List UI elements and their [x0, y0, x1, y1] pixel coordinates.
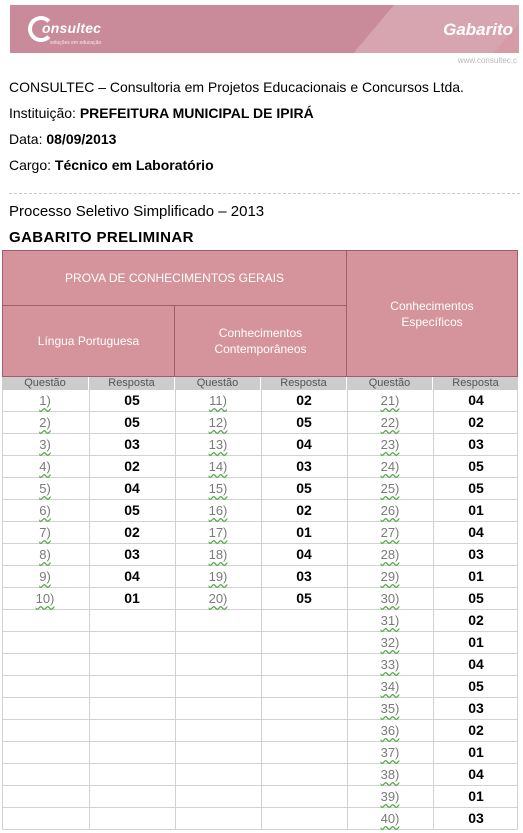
divider: [9, 193, 520, 194]
question-number-text: 21): [380, 393, 400, 408]
cargo-value: Técnico em Laboratório: [54, 157, 214, 173]
answer-value: 05: [468, 480, 484, 496]
question-number: [2, 588, 88, 610]
answer-value: 05: [124, 502, 140, 518]
question-number: [347, 544, 433, 566]
answer-value: 01: [468, 568, 484, 584]
question-number-text: 37): [380, 745, 400, 760]
question-number-text: 19): [208, 569, 228, 584]
question-number: [347, 566, 433, 588]
table-row: [2, 478, 518, 500]
table-row: [2, 610, 518, 632]
answer-value: 05: [468, 678, 484, 694]
question-number-text: 4): [39, 459, 51, 474]
question-number: [2, 412, 88, 434]
data-line: [9, 131, 116, 147]
answer-value: 05: [124, 392, 140, 408]
group-header-specific: Conhecimentos Específicos: [346, 250, 518, 377]
question-number-text: 15): [208, 481, 228, 496]
question-number: [2, 566, 88, 588]
table-row: [2, 544, 518, 566]
question-number: [347, 742, 433, 764]
cargo-label: Cargo:: [9, 157, 55, 173]
answer-value: 05: [124, 414, 140, 430]
question-number: [347, 500, 433, 522]
col-header-resposta-3: Resposta: [433, 377, 518, 390]
question-number-text: 36): [380, 723, 400, 738]
question-number: [347, 390, 433, 412]
answer-value: 05: [468, 458, 484, 474]
question-number-text: 32): [380, 635, 400, 650]
question-number-text: 8): [39, 547, 51, 562]
question-number: [347, 412, 433, 434]
table-row: [2, 566, 518, 588]
question-number: [347, 654, 433, 676]
question-number-text: 38): [380, 767, 400, 782]
subheader-contemporaneos: Conhecimentos Contemporâneos: [174, 305, 347, 377]
processo-title: Processo Seletivo Simplificado – 2013: [9, 203, 265, 220]
answer-value: 02: [296, 502, 312, 518]
table-row: [2, 676, 518, 698]
company-name: CONSULTEC – Consultoria em Projetos Educacionais e Concursos Ltda.: [9, 79, 464, 95]
answer-value: 02: [124, 458, 140, 474]
question-number: [2, 500, 88, 522]
answer-value: 04: [296, 546, 312, 562]
question-number: [175, 588, 261, 610]
question-number-text: 7): [39, 525, 51, 540]
question-number-text: 29): [380, 569, 400, 584]
answer-value: 04: [124, 480, 140, 496]
answer-value: 03: [296, 458, 312, 474]
question-number: [347, 720, 433, 742]
question-number-text: 27): [380, 525, 400, 540]
cargo-line: [9, 157, 214, 173]
table-row: [2, 764, 518, 786]
answer-value: 01: [296, 524, 312, 540]
answer-value: 04: [468, 656, 484, 672]
question-number-text: 16): [208, 503, 228, 518]
answer-value: 03: [468, 700, 484, 716]
table-row: [2, 742, 518, 764]
question-number: [347, 808, 433, 830]
col-header-resposta-2: Resposta: [261, 377, 347, 390]
header-banner: [10, 5, 519, 53]
question-number-text: 26): [380, 503, 400, 518]
question-number-text: 39): [380, 789, 400, 804]
question-number-text: 22): [380, 415, 400, 430]
answer-value: 03: [124, 436, 140, 452]
question-number-text: 9): [39, 569, 51, 584]
answer-value: 03: [296, 568, 312, 584]
consultec-logo: [28, 14, 118, 48]
question-number: [347, 610, 433, 632]
answer-value: 01: [124, 590, 140, 606]
subheader-portugues: Língua Portuguesa: [2, 305, 175, 377]
question-number-text: 35): [380, 701, 400, 716]
answer-value: 05: [296, 414, 312, 430]
question-number-text: 12): [208, 415, 228, 430]
question-number-text: 18): [208, 547, 228, 562]
table-row: [2, 698, 518, 720]
answer-value: 01: [468, 788, 484, 804]
question-number-text: 5): [39, 481, 51, 496]
table-row: [2, 808, 518, 830]
question-number: [2, 456, 88, 478]
table-row: [2, 390, 518, 412]
instituicao-value: PREFEITURA MUNICIPAL DE IPIRÁ: [79, 105, 314, 121]
answer-value: 05: [468, 590, 484, 606]
table-row: [2, 786, 518, 808]
question-number: [347, 764, 433, 786]
question-number-text: 17): [208, 525, 228, 540]
answer-value: 04: [468, 392, 484, 408]
question-number-text: 3): [39, 437, 51, 452]
question-number-text: 33): [380, 657, 400, 672]
table-row: [2, 412, 518, 434]
question-number-text: 10): [35, 591, 55, 606]
question-number: [347, 786, 433, 808]
question-number-text: 24): [380, 459, 400, 474]
answer-value: 03: [468, 436, 484, 452]
question-number-text: 30): [380, 591, 400, 606]
question-number-text: 40): [380, 811, 400, 826]
table-row: [2, 456, 518, 478]
answer-value: 03: [468, 810, 484, 826]
answer-value: 05: [296, 480, 312, 496]
question-number: [347, 434, 433, 456]
question-number-text: 13): [208, 437, 228, 452]
col-header-resposta-1: Resposta: [89, 377, 175, 390]
gabarito-preliminar-title: GABARITO PRELIMINAR: [9, 229, 194, 246]
question-number-text: 1): [39, 393, 51, 408]
question-number: [175, 412, 261, 434]
question-number: [175, 434, 261, 456]
question-number: [175, 456, 261, 478]
answer-value: 02: [468, 612, 484, 628]
answer-value: 01: [468, 502, 484, 518]
question-number: [347, 456, 433, 478]
logo-subtitle: soluções em educação: [50, 40, 102, 46]
question-number-text: 14): [208, 459, 228, 474]
answer-value: 01: [468, 634, 484, 650]
question-number-text: 11): [209, 393, 227, 408]
group-header-general: PROVA DE CONHECIMENTOS GERAIS: [2, 250, 347, 306]
answer-value: 02: [468, 722, 484, 738]
question-number: [347, 522, 433, 544]
answer-value: 04: [124, 568, 140, 584]
question-number-text: 2): [39, 415, 51, 430]
col-header-questao-3: Questão: [347, 377, 433, 390]
question-number: [347, 588, 433, 610]
question-number: [347, 632, 433, 654]
question-number-text: 20): [208, 591, 228, 606]
question-number: [2, 544, 88, 566]
answer-value: 03: [124, 546, 140, 562]
question-number: [175, 478, 261, 500]
table-row: [2, 434, 518, 456]
question-number: [175, 390, 261, 412]
instituicao-label: Instituição:: [9, 105, 80, 121]
table-row: [2, 522, 518, 544]
question-number: [175, 544, 261, 566]
table-row: [2, 632, 518, 654]
question-number: [175, 566, 261, 588]
answer-value: 02: [468, 414, 484, 430]
question-number-text: 6): [39, 503, 51, 518]
col-header-questao-2: Questão: [175, 377, 261, 390]
question-number-text: 31): [380, 613, 400, 628]
question-number: [2, 478, 88, 500]
table-row: [2, 500, 518, 522]
question-number: [347, 676, 433, 698]
question-number-text: 25): [380, 481, 400, 496]
question-number-text: 28): [380, 547, 400, 562]
answer-value: 05: [296, 590, 312, 606]
data-value: 08/09/2013: [46, 131, 117, 147]
company-line: [9, 79, 464, 95]
answer-value: 03: [468, 546, 484, 562]
logo-text: onsultec: [42, 20, 102, 36]
answer-value: 01: [468, 744, 484, 760]
answer-value: 02: [296, 392, 312, 408]
table-row: [2, 654, 518, 676]
answer-value: 04: [296, 436, 312, 452]
question-number: [175, 522, 261, 544]
question-number: [347, 698, 433, 720]
instituicao-line: [9, 105, 314, 121]
question-number: [175, 500, 261, 522]
answer-value: 04: [468, 524, 484, 540]
table-row: [2, 588, 518, 610]
question-number: [2, 434, 88, 456]
question-number-text: 23): [380, 437, 400, 452]
question-number: [2, 522, 88, 544]
answer-value: 02: [124, 524, 140, 540]
website-url: www.consultec.c: [457, 56, 517, 65]
page-title: Gabarito: [443, 20, 513, 39]
question-number-text: 34): [380, 679, 400, 694]
data-label: Data:: [9, 131, 47, 147]
col-header-questao-1: Questão: [2, 377, 89, 390]
table-row: [2, 720, 518, 742]
question-number: [2, 390, 88, 412]
question-number: [347, 478, 433, 500]
answer-value: 04: [468, 766, 484, 782]
